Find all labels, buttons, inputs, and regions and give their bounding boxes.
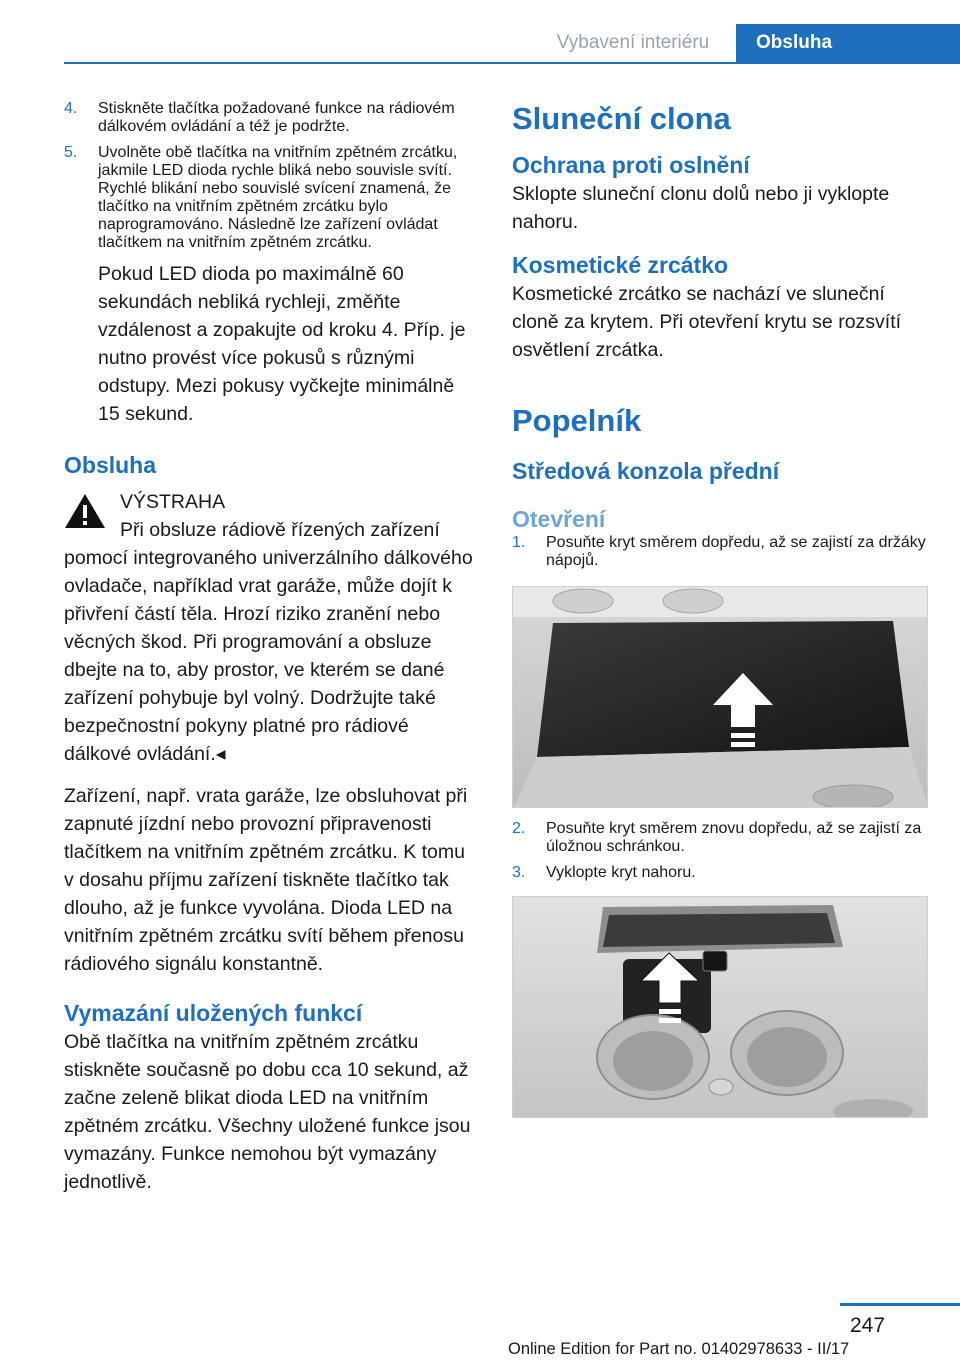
step-number: 1. bbox=[512, 534, 526, 551]
left-column bbox=[64, 100, 478, 1196]
header-rule bbox=[64, 62, 960, 64]
delete-text: Obě tlačítka na vnitřním zpětném zrcátku stiskněte současně po dobu cca 10 sekund, až začne zeleně blikat dioda LED na vnitřním zpětném zrcátku. Všechny uložené funkce jsou vymazány. Funkce nemohou být vymazány jednotlivě. bbox=[64, 1031, 471, 1193]
step-text: Uvolněte obě tlačítka na vnitřním zpětném zrcátku, jakmile LED dioda rychle bliká nebo souvisle svítí. Rychlé blikání nebo souvislé svícení znamená, že tlačítko na vnitřním zpětném zrcátku bylo naprogramováno. Následně lze zařízení ovládat tlačítkem na vnitřním zpětném zrcátku. bbox=[98, 144, 458, 251]
step-2 bbox=[512, 820, 928, 856]
step-number: 5. bbox=[64, 144, 78, 161]
console-heading: Středová konzola přední bbox=[512, 458, 780, 484]
glare-heading: Ochrana proti oslnění bbox=[512, 152, 750, 178]
step-text: Vyklopte kryt nahoru. bbox=[546, 864, 696, 881]
console-cover-photo bbox=[512, 586, 928, 808]
mirror-text: Kosmetické zrcátko se nachází ve sluneční cloně za krytem. Při otevření krytu se rozsvítí osvětlení zrcátka. bbox=[512, 283, 902, 361]
warning-text: Při obsluze rádiově řízených zařízení pomocí integrovaného univerzálního dálkového ovladače, například vrat garáže, může dojít k přivření částí těla. Hrozí riziko zranění nebo věcných škod. Při programování a obsluze dbejte na to, aby prostor, ve kterém se dané zařízení pohybuje byl volný. Dodržujte také bezpečnostní pokyny platné pro rádiové dálkové ovládání.◂ bbox=[64, 519, 473, 765]
step-text: Posuňte kryt směrem dopředu, až se zajistí za držáky nápojů. bbox=[546, 534, 926, 569]
warning-triangle-icon bbox=[64, 492, 106, 530]
header-section-tab: Vybavení interiéru bbox=[530, 24, 736, 62]
step-text: Stiskněte tlačítka požadované funkce na rádiovém dálkovém ovládání a též je podržte. bbox=[98, 100, 455, 135]
step-number: 2. bbox=[512, 820, 526, 837]
right-column bbox=[512, 100, 928, 1130]
warning-block bbox=[64, 488, 478, 768]
mirror-heading: Kosmetické zrcátko bbox=[512, 252, 729, 278]
footer-edition: Online Edition for Part no. 01402978633 - II/17 bbox=[508, 1340, 850, 1358]
obsluha-heading: Obsluha bbox=[64, 452, 157, 478]
step-1 bbox=[512, 534, 928, 570]
step-5-note: Pokud LED dioda po maximálně 60 sekundách nebliká rychleji, změňte vzdálenost a zopakujte od kroku 4. Příp. je nutno provést více pokusů s různými odstupy. Mezi pokusy vyčkejte minimálně 15 sekund. bbox=[98, 263, 466, 425]
open-heading: Otevření bbox=[512, 506, 606, 532]
header-chapter-tab: Obsluha bbox=[736, 24, 960, 62]
ashtray-title: Popelník bbox=[512, 403, 642, 438]
step-text: Posuňte kryt směrem znovu dopředu, až se zajistí za úložnou schránkou. bbox=[546, 820, 922, 855]
footer-rule bbox=[840, 1303, 960, 1306]
obsluha-text: Zařízení, např. vrata garáže, lze obsluhovat při zapnuté jízdní nebo provozní připravenosti tlačítkem na vnitřním zpětném zrcátku. K tomu v dosahu příjmu zařízení tiskněte tlačítko tak dlouho, až je funkce vyvolána. Dioda LED na vnitřním zpětném zrcátku svítí během přenosu rádiového signálu konstantně. bbox=[64, 785, 468, 975]
step-3 bbox=[512, 864, 928, 882]
step-number: 4. bbox=[64, 100, 78, 117]
ashtray-open-photo bbox=[512, 896, 928, 1118]
glare-text: Sklopte sluneční clonu dolů nebo ji vyklopte nahoru. bbox=[512, 183, 890, 233]
step-number: 3. bbox=[512, 864, 526, 881]
sun-visor-title: Sluneční clona bbox=[512, 101, 731, 136]
step-4 bbox=[64, 100, 478, 136]
delete-heading: Vymazání uložených funkcí bbox=[64, 1000, 363, 1026]
page-number: 247 bbox=[850, 1314, 886, 1337]
warning-title: VÝSTRAHA bbox=[120, 491, 226, 513]
step-5 bbox=[64, 144, 478, 252]
